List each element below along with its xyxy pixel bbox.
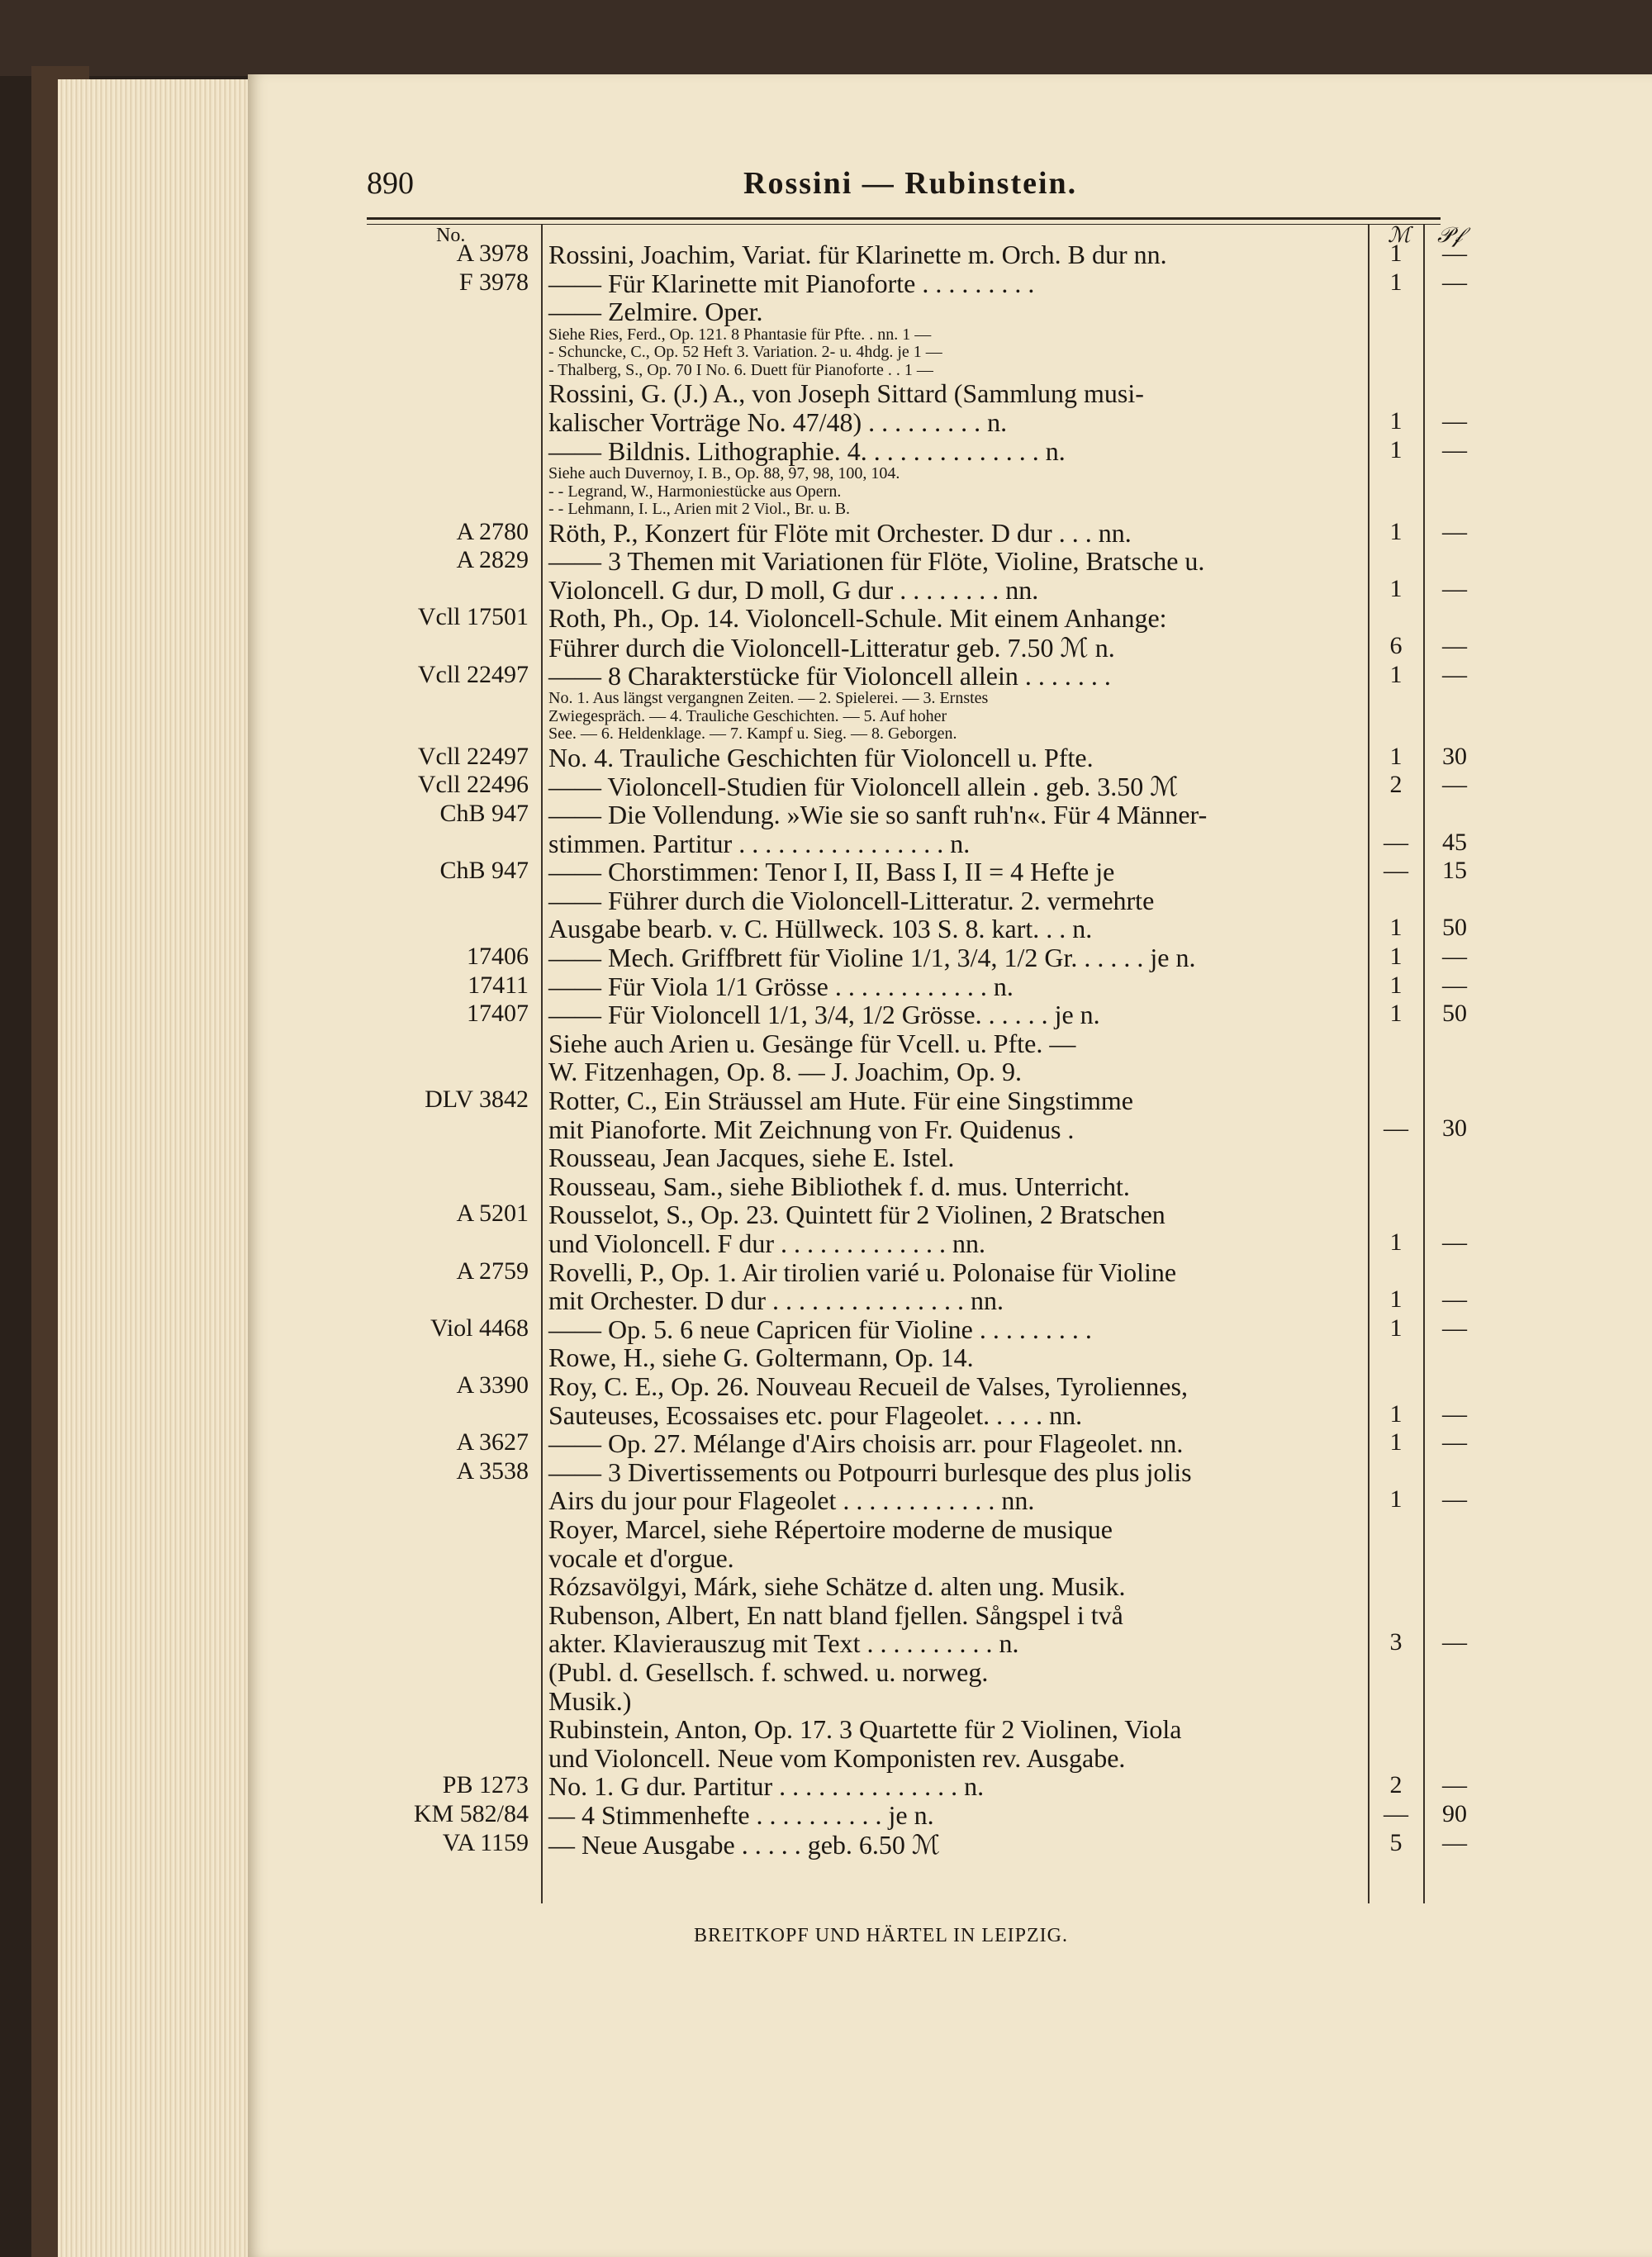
price-pf: — [1442, 1771, 1467, 1799]
entry-text: Violoncell. G dur, D moll, G dur . . . . . . . . nn. [548, 574, 1039, 605]
entry-text: —— Führer durch die Violoncell-Litteratur. 2. vermehrte [548, 885, 1155, 915]
entry-text: —— Bildnis. Lithographie. 4. . . . . . . . . . . . . . n. [548, 435, 1066, 466]
price-pf: 50 [1442, 914, 1467, 942]
entry-text: —— 3 Divertissements ou Potpourri burlesque des plus jolis [548, 1456, 1192, 1487]
price-pf: — [1442, 574, 1467, 602]
entry-text: Rubinstein, Anton, Op. 17. 3 Quartette für 2 Violinen, Viola [548, 1714, 1182, 1745]
entry-text: Royer, Marcel, siehe Répertoire moderne de musique [548, 1513, 1113, 1544]
price-pf: — [1442, 1828, 1467, 1856]
entry-text: Rousseau, Sam., siehe Bibliothek f. d. mus. Unterricht. [548, 1171, 1130, 1201]
page-title: Rossini — Rubinstein. [743, 166, 1078, 201]
entry-text: stimmen. Partitur . . . . . . . . . . . . . . . . n. [548, 828, 971, 858]
entry-text: (Publ. d. Gesellsch. f. schwed. u. norweg. [548, 1656, 989, 1687]
entry-number: Vcll 22496 [417, 771, 529, 799]
entry-number: DLV 3842 [425, 1085, 529, 1113]
entry-text: Ausgabe bearb. v. C. Hüllweck. 103 S. 8. kart. . . n. [548, 914, 1093, 944]
entry-note: See. — 6. Heldenklage. — 7. Kampf u. Sieg. — 8. Geborgen. [548, 725, 957, 744]
price-pf: 30 [1442, 1114, 1467, 1142]
entry-text: Rossini, Joachim, Variat. für Klarinette m. Orch. B dur nn. [548, 240, 1167, 269]
entry-number: Vcll 22497 [417, 660, 529, 688]
price-pf: — [1442, 435, 1467, 463]
entry-note: No. 1. Aus längst vergangnen Zeiten. — 2. Spielerei. — 3. Ernstes [548, 689, 989, 708]
entry-text: Führer durch die Violoncell-Litteratur geb. 7.50 ℳ n. [548, 633, 1115, 663]
price-pf: 90 [1442, 1799, 1467, 1827]
entry-text: —— 8 Charakterstücke für Violoncell allein . . . . . . . [548, 660, 1111, 691]
price-pf: — [1442, 1399, 1467, 1428]
price-mark: 1 [1389, 1485, 1403, 1513]
price-mark: 2 [1389, 1771, 1403, 1799]
price-mark: 1 [1389, 435, 1403, 463]
entry-text: —— Violoncell-Studien für Violoncell allein . geb. 3.50 ℳ [548, 772, 1179, 802]
entry-number: A 3627 [456, 1428, 529, 1456]
price-mark: 5 [1389, 1828, 1403, 1856]
entry-text: —— Mech. Griffbrett für Violine 1/1, 3/4, 1/2 Gr. . . . . . je n. [548, 942, 1196, 972]
price-pf: — [1442, 971, 1467, 999]
entry-number: 17407 [467, 1000, 529, 1028]
price-pf: — [1442, 632, 1467, 659]
entry-text: Siehe auch Arien u. Gesänge für Vcell. u. Pfte. — [548, 1028, 1076, 1058]
entry-text: —— Für Viola 1/1 Grösse . . . . . . . . . . . . n. [548, 971, 1014, 1001]
entry-text: Roy, C. E., Op. 26. Nouveau Recueil de Valses, Tyroliennes, [548, 1371, 1188, 1401]
price-mark: 1 [1389, 660, 1403, 688]
price-pf: — [1442, 1314, 1467, 1342]
entry-text: —— Zelmire. Oper. [548, 297, 763, 327]
price-mark: 1 [1389, 942, 1403, 970]
entry-number: A 5201 [456, 1200, 529, 1228]
entry-number: A 2829 [456, 546, 529, 574]
price-mark: 1 [1389, 240, 1403, 267]
price-mark: 1 [1389, 268, 1403, 296]
price-pf: — [1442, 1628, 1467, 1656]
entry-text: vocale et d'orgue. [548, 1542, 734, 1573]
entry-text: —— Für Violoncell 1/1, 3/4, 1/2 Grösse. . . . . . je n. [548, 1000, 1100, 1030]
price-mark: 1 [1389, 914, 1403, 942]
entry-text: —— Chorstimmen: Tenor I, II, Bass I, II = 4 Hefte je [548, 857, 1115, 887]
price-pf: — [1442, 1428, 1467, 1456]
price-pf: — [1442, 1228, 1467, 1256]
entry-text: Airs du jour pour Flageolet . . . . . . . . . . . . nn. [548, 1485, 1035, 1516]
price-pf: 50 [1442, 1000, 1467, 1028]
entry-text: Rubenson, Albert, En natt bland fjellen. Sångspel i två [548, 1599, 1123, 1630]
price-mark: 1 [1389, 1000, 1403, 1028]
entry-text: Sauteuses, Ecossaises etc. pour Flageolet. . . . . nn. [548, 1399, 1083, 1430]
price-pf: 15 [1442, 857, 1467, 885]
price-mark: 1 [1389, 1285, 1403, 1314]
price-pf: — [1442, 406, 1467, 435]
entry-text: — Neue Ausgabe . . . . . geb. 6.50 ℳ [548, 1829, 941, 1860]
entry-text: —— Für Klarinette mit Pianoforte . . . . . . . . . [548, 268, 1035, 298]
column-divider-mark [1368, 225, 1370, 1903]
entry-text: Roth, Ph., Op. 14. Violoncell-Schule. Mit einem Anhange: [548, 603, 1167, 634]
price-mark: — [1384, 828, 1408, 856]
column-header-no: No. [436, 225, 466, 246]
entry-number: ChB 947 [439, 799, 529, 827]
price-mark: 1 [1389, 1314, 1403, 1342]
price-pf: — [1442, 1285, 1467, 1314]
column-header-mark: ℳ [1388, 223, 1411, 247]
column-divider-pf [1423, 225, 1425, 1903]
price-mark: 1 [1389, 406, 1403, 435]
entry-number: A 3390 [456, 1371, 529, 1399]
entry-text: kalischer Vorträge No. 47/48) . . . . . . . . . n. [548, 406, 1008, 437]
column-divider-no [541, 225, 543, 1903]
entry-number: Vcll 17501 [417, 603, 529, 631]
entry-text: —— Op. 5. 6 neue Capricen für Violine . . . . . . . . . [548, 1314, 1092, 1344]
entry-number: 17406 [467, 942, 529, 970]
entry-text: Rossini, G. (J.) A., von Joseph Sittard (Sammlung musi- [548, 378, 1144, 409]
price-mark: 1 [1389, 742, 1403, 770]
price-mark: 2 [1389, 771, 1403, 799]
entry-text: Rousselot, S., Op. 23. Quintett für 2 Violinen, 2 Bratschen [548, 1200, 1165, 1230]
entry-text: Musik.) [548, 1685, 632, 1716]
price-pf: 30 [1442, 742, 1467, 770]
entry-text: Röth, P., Konzert für Flöte mit Orchester. D dur . . . nn. [548, 517, 1132, 548]
entry-text: und Violoncell. Neue vom Komponisten rev. Ausgabe. [548, 1742, 1126, 1773]
entry-text: akter. Klavierauszug mit Text . . . . . . . . . . n. [548, 1628, 1019, 1659]
entry-note: Zwiegespräch. — 4. Trauliche Geschichten. — 5. Auf hoher [548, 706, 947, 725]
entry-number: KM 582/84 [413, 1799, 529, 1827]
price-pf: — [1442, 1485, 1467, 1513]
entry-text: Rotter, C., Ein Sträussel am Hute. Für eine Singstimme [548, 1085, 1133, 1115]
header-rule [367, 217, 1441, 220]
price-mark: 3 [1389, 1628, 1403, 1656]
price-pf: — [1442, 240, 1467, 267]
entry-number: PB 1273 [442, 1771, 529, 1799]
entry-text: mit Orchester. D dur . . . . . . . . . . . . . . . nn. [548, 1285, 1004, 1316]
entry-number: Vcll 22497 [417, 742, 529, 770]
column-header-pf: 𝒫𝒻 [1437, 223, 1463, 247]
price-mark: — [1384, 1799, 1408, 1827]
entry-note: - Schuncke, C., Op. 52 Heft 3. Variation. 2- u. 4hdg. je 1 — [548, 343, 942, 362]
entry-note: - - Lehmann, I. L., Arien mit 2 Viol., Br. u. B. [548, 500, 851, 519]
entry-number: ChB 947 [439, 857, 529, 885]
entry-text: W. Fitzenhagen, Op. 8. — J. Joachim, Op. 9. [548, 1057, 1022, 1087]
price-mark: 1 [1389, 1399, 1403, 1428]
price-pf: — [1442, 942, 1467, 970]
entry-number: A 2780 [456, 517, 529, 545]
price-pf: 45 [1442, 828, 1467, 856]
entry-text: — 4 Stimmenhefte . . . . . . . . . . je n. [548, 1799, 934, 1830]
entry-note: - - Legrand, W., Harmoniestücke aus Opern. [548, 482, 842, 501]
page-edges [58, 79, 258, 2257]
price-pf: — [1442, 660, 1467, 688]
price-pf: — [1442, 268, 1467, 296]
entry-number: Viol 4468 [430, 1314, 529, 1342]
entry-text: Rózsavölgyi, Márk, siehe Schätze d. alten ung. Musik. [548, 1571, 1126, 1602]
entry-note: Siehe auch Duvernoy, I. B., Op. 88, 97, 98, 100, 104. [548, 464, 900, 483]
entry-text: No. 4. Trauliche Geschichten für Violoncell u. Pfte. [548, 742, 1094, 772]
entry-number: A 2759 [456, 1257, 529, 1285]
entry-text: —— Die Vollendung. »Wie sie so sanft ruh'n«. Für 4 Männer- [548, 799, 1208, 829]
page-number: 890 [367, 166, 414, 201]
entry-text: —— 3 Themen mit Variationen für Flöte, Violine, Bratsche u. [548, 546, 1205, 577]
price-mark: — [1384, 1114, 1408, 1142]
entry-text: Rowe, H., siehe G. Goltermann, Op. 14. [548, 1342, 974, 1373]
entry-note: - Thalberg, S., Op. 70 I No. 6. Duett für Pianoforte . . 1 — [548, 360, 933, 379]
price-mark: — [1384, 857, 1408, 885]
entry-number: A 3538 [456, 1456, 529, 1485]
entry-text: Rousseau, Jean Jacques, siehe E. Istel. [548, 1143, 955, 1173]
price-mark: 1 [1389, 971, 1403, 999]
background-top [0, 0, 1652, 76]
entry-number: A 3978 [456, 240, 529, 267]
price-pf: — [1442, 517, 1467, 545]
price-mark: 1 [1389, 1428, 1403, 1456]
entry-note: Siehe Ries, Ferd., Op. 121. 8 Phantasie für Pfte. . nn. 1 — [548, 325, 932, 344]
entry-number: VA 1159 [442, 1828, 529, 1856]
publisher-footer: BREITKOPF UND HÄRTEL IN LEIPZIG. [694, 1925, 1068, 1946]
entry-text: mit Pianoforte. Mit Zeichnung von Fr. Quidenus . [548, 1114, 1075, 1144]
entry-number: 17411 [468, 971, 529, 999]
entry-text: und Violoncell. F dur . . . . . . . . . . . . . nn. [548, 1228, 986, 1258]
header-rule-thin [367, 224, 1441, 225]
entry-number: F 3978 [458, 268, 529, 296]
price-mark: 1 [1389, 1228, 1403, 1256]
price-pf: — [1442, 771, 1467, 799]
entry-text: —— Op. 27. Mélange d'Airs choisis arr. pour Flageolet. nn. [548, 1428, 1184, 1459]
entry-text: No. 1. G dur. Partitur . . . . . . . . . . . . . . n. [548, 1771, 985, 1802]
entry-text: Rovelli, P., Op. 1. Air tirolien varié u. Polonaise für Violine [548, 1257, 1177, 1287]
price-mark: 1 [1389, 574, 1403, 602]
price-mark: 1 [1389, 517, 1403, 545]
price-mark: 6 [1389, 632, 1403, 659]
